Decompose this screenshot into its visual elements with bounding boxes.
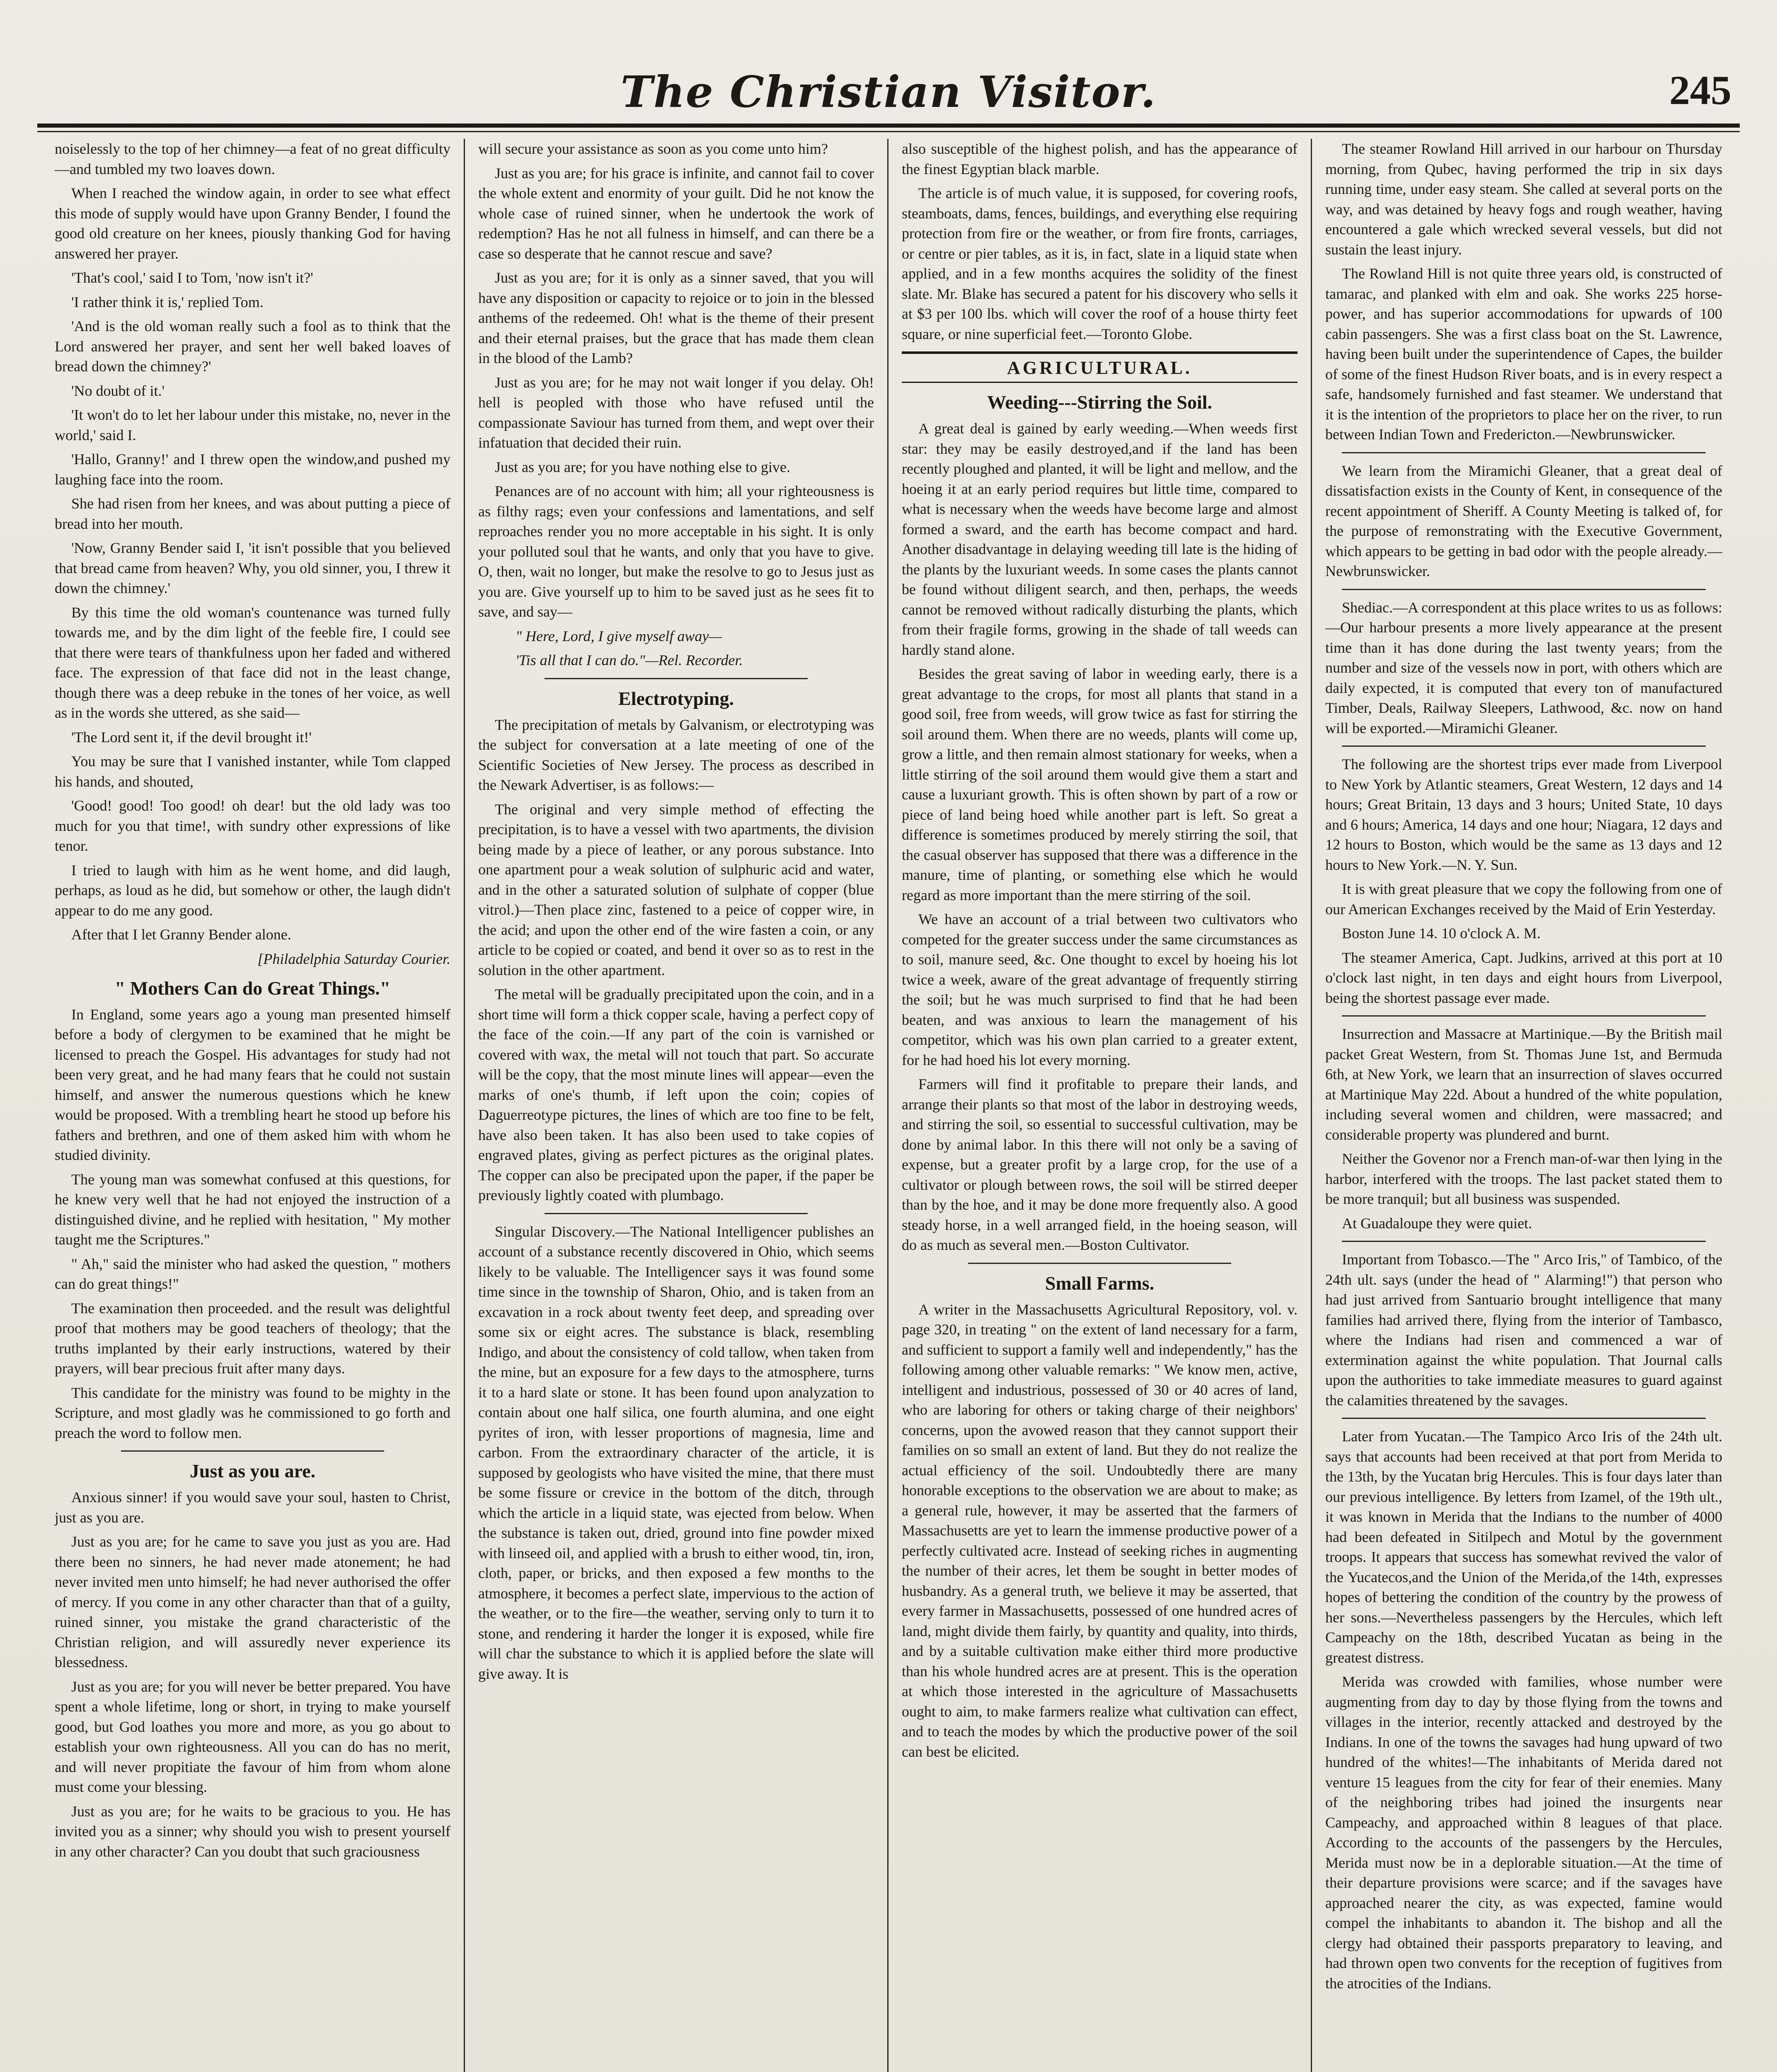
paragraph: " Ah," said the minister who had asked the question, " mothers can do great things!": [55, 1255, 450, 1292]
paragraph: 'Good! good! Too good! oh dear! but the old lady was too much for you that time!, with sundry other expressions of like tenor.: [55, 797, 450, 854]
paragraph: Neither the Govenor nor a French man-of-war then lying in the harbor, interfered with the troops. The last packet stated them to be more tranquil; but all business was suspended.: [1325, 1150, 1722, 1207]
divider: [1342, 589, 1706, 590]
paragraph: 'It won't do to let her labour under this mistake, no, never in the world,' said I.: [55, 407, 450, 443]
paragraph: Penances are of no account with him; all your righteousness is as filthy rags; even your confessions and lamentations, and self reproaches render you no more acceptable in his sight. It is only your polluted soul that he wants, and only that you have to give. O, then, wait no longer, but make the resolve to go to Jesus just as you are. Give yourself up to him to be saved just as he sees fit to save, and say—: [478, 483, 874, 620]
paragraph: 'The Lord sent it, if the devil brought it!': [71, 729, 312, 746]
paragraph: The precipitation of metals by Galvanism, or electrotyping was the subject for conversation at a late meeting of one of the Scientific Societies of New Jersey. The process as described in the Newark Advertiser, is as follows:—: [478, 716, 874, 793]
paragraph: Shediac.—A correspondent at this place writes to us as follows:—Our harbour presents a more lively appearance at the present time than it has done during the last twenty years; from the number and size of the vessels now in port, with others which are daily expected, it is computed that every ton of manufactured Timber, Deals, Railway Sleepers, Lathwood, &c. now on hand will be exported.—Miramichi Gleaner.: [1325, 599, 1722, 736]
paragraph: 'And is the old woman really such a fool as to think that the Lord answered her prayer, and sent her well baked loaves of bread down the chimney?': [55, 318, 450, 375]
paragraph: She had risen from her knees, and was about putting a piece of bread into her mouth.: [55, 495, 450, 532]
page-number: 245: [1669, 67, 1731, 113]
paragraph: Farmers will find it profitable to prepare their lands, and arrange their plants so that most of the labor in destroying weeds, and stirring the soil, so essential to successful cultivation, may be done by animal labor. In this there will not only be a saving of expense, but a greater profit by a large crop, for the use of a cultivator or plough between rows, the soil will be stirred deeper than by the hoe, and it may be done more frequently also. A good steady horse, in a well arranged field, in the hoeing season, will do as much as several men.—Boston Cultivator.: [902, 1076, 1298, 1253]
paragraph: I tried to laugh with him as he went home, and did laugh, perhaps, as loud as he did, but somehow or other, the laugh didn't appear to do me any good.: [55, 862, 450, 919]
paragraph: In England, some years ago a young man presented himself before a body of clergymen to be examined that he might be licensed to preach the Gospel. His advantages for study had not been very great, and he had many fears that he could not sustain himself, and answer the numerous questions which he knew would be proposed. With a trembling heart he stood up before his fathers and brethren, and one of them asked him with whom he studied divinity.: [55, 1006, 450, 1163]
paragraph: Besides the great saving of labor in weeding early, there is a great advantage to the crops, for most all plants that stand in a good soil, free from weeds, will grow twice as fast for stirring the soil around them. When there are no weeds, plants will come up, grow a little, and then remain almost stationary for weeks, when a little stirring of the soil around them would give them a start and cause a luxuriant growth. This is often shown by part of a row or piece of land being hoed while another part is left. So great a difference is sometimes produced by merely stirring the soil, that the casual observer has supposed that there was a difference in the manure, time of planting, or something else which he would regard as more important than the mere stirring of the soil.: [902, 666, 1298, 903]
paragraph: This candidate for the ministry was found to be mighty in the Scripture, and most gladly was he commissioned to go forth and preach the word to follow men.: [55, 1384, 450, 1441]
divider: [1342, 1241, 1706, 1242]
divider: [968, 1263, 1231, 1264]
paragraph: also susceptible of the highest polish, and has the appearance of the finest Egyptian black marble.: [902, 140, 1298, 177]
paragraph: noiselessly to the top of her chimney—a feat of no great difficulty—and tumbled my two loaves down.: [55, 140, 450, 177]
paragraph: Just as you are; for he came to save you just as you are. Had there been no sinners, he had never made atonement; he had never invited men unto himself; he had never authorised the offer of mercy. If you come in any other character than that of a guilty, ruined sinner, you mistake the grand characteristic of the Christian religion, and will assuredly never experience its blessedness.: [55, 1533, 450, 1670]
paragraph: At Guadaloupe they were quiet.: [1342, 1215, 1532, 1232]
divider: [121, 1450, 384, 1452]
paragraph: The following are the shortest trips ever made from Liverpool to New York by Atlantic steamers, Great Western, 12 days and 14 hours; Great Britain, 13 days and 3 hours; United State, 10 days and 6 hours; America, 14 days and one hour; Niagara, 12 days and 12 hours to Boston, which would be the same as 13 days and 12 hours to New York.—N. Y. Sun.: [1325, 756, 1722, 873]
divider: [1342, 452, 1706, 453]
divider: [545, 1213, 808, 1214]
paragraph: Important from Tobasco.—The " Arco Iris," of Tambico, of the 24th ult. says (under the head of " Alarming!") that person who had just arrived from Santuario brought intelligence that many families had arrived there, flying from the interior of Tambasco, where the Indians had risen and commenced a war of extermination against the white population. That Journal calls upon the authorities to take immediate measures to guard against the calamities threatened by the savages.: [1325, 1251, 1722, 1409]
masthead-thick-rule: [37, 123, 1740, 128]
paragraph: 'No doubt of it.': [71, 382, 165, 399]
paragraph: Just as you are; for you have nothing else to give.: [495, 458, 790, 475]
column-2: [465, 139, 888, 2072]
verse-line: " Here, Lord, I give myself away—: [516, 627, 722, 644]
paragraph: The article is of much value, it is supposed, for covering roofs, steamboats, dams, fences, buildings, and everything else requiring protection from fire or the weather, or from fire fronts, carriages, or centre or pier tables, as it is, in fact, slate in a liquid state when applied, and in a few months acquires the solidity of the finest slate. Mr. Blake has secured a patent for his discovery who sells it at $3 per 100 lbs. which will cover the roof of a house thirty feet square, or nine superficial feet.—Toronto Globe.: [902, 185, 1298, 342]
masthead: [37, 58, 1740, 120]
verse-line: 'Tis all that I can do."—Rel. Recorder.: [516, 652, 743, 668]
paragraph: 'Hallo, Granny!' and I threw open the window,and pushed my laughing face into the room.: [55, 451, 450, 488]
divider: [545, 678, 808, 679]
paragraph: Merida was crowded with families, whose number were augmenting from day to day by those flying from the towns and villages in the interior, recently attacked and destroyed by the Indians. In one of the towns the savages had hung upward of two hundred of the whites!—The inhabitants of Merida dared not venture 15 leagues from the city for fear of their enemies. Many of the neighboring tribes had joined the insurgents near Campeachy, and approached within 8 leagues of that place. According to the accounts of the passengers by the Hercules, Merida must now be in a deplorable situation.—At the time of their departure provisions were scarce; and if the savages have approached nearer the city, as was expected, famine would compel the inhabitants to abandon it. The bishop and all the clergy had obtained their passports preparatory to leaving, and had thrown open two convents for the reception of fugitives from the atrocities of the Indians.: [1325, 1673, 1722, 1992]
article-columns: [41, 139, 1736, 2072]
paragraph: will secure your assistance as soon as you come unto him?: [478, 140, 828, 157]
paragraph: Just as you are; for he waits to be gracious to you. He has invited you as a sinner; why should you wish to present yourself in any other character? Can you doubt that such graciousness: [55, 1803, 450, 1860]
paragraph: Just as you are; for it is only as a sinner saved, that you will have any disposition or capacity to rejoice or to join in the blessed anthems of the redeemed. Oh! what is the theme of their present and their eternal praises, but the grace that has made them clean in the blood of the Lamb?: [478, 269, 874, 366]
paragraph: You may be sure that I vanished instanter, while Tom clapped his hands, and shouted,: [55, 753, 450, 790]
article-heading: Electrotyping.: [618, 687, 734, 709]
paragraph: 'That's cool,' said I to Tom, 'now isn't it?': [71, 269, 313, 286]
paragraph: Just as you are; for he may not wait longer if you delay. Oh! hell is peopled with those who have refused until the compassionate Saviour has turned from them, and wept over their infatuation that decided their ruin.: [478, 374, 874, 451]
paragraph: The Rowland Hill is not quite three years old, is constructed of tamarac, and planked with elm and oak. She works 225 horse-power, and has superior accommodations for upwards of 100 cabin passengers. She was a first class boat on the St. Lawrence, having been built under the superintendence of Capes, the builder of some of the finest Hudson River boats, and is in every respect a safe, handsomely furnished and fast steamer. We understand that it is the intention of the proprietors to place her on the river, to run between Indian Town and Fredericton.—Newbrunswicker.: [1325, 265, 1722, 443]
source-credit: [Philadelphia Saturday Courier.: [257, 950, 450, 967]
divider: [1342, 1418, 1706, 1419]
masthead-thin-rule: [37, 131, 1740, 132]
paragraph: It is with great pleasure that we copy the following from one of our American Exchanges received by the Maid of Erin Yesterday.: [1325, 881, 1722, 917]
paragraph: The original and very simple method of effecting the precipitation, is to have a vessel with two apartments, the division being made by a piece of leather, or any porous substance. Into one apartment pour a weak solution of sulphuric acid and water, and in the other a saturated solution of sulphate of copper (blue vitrol.)—Then place zinc, fastened to a peice of copper wire, in the acid; and upon the other end of the wire fasten a coin, or any article to be copied or coated, and bend it over so as to rest in the solution in the other apartment.: [478, 801, 874, 978]
paragraph: By this time the old woman's countenance was turned fully towards me, and by the dim light of the feeble fire, I could see that there were tears of thankfulness upon her faded and withered face. The expression of that face did not in the least change, though there was a deep rebuke in the tones of her voice, as well as in the words she uttered, as she said—: [55, 604, 450, 721]
dateline: Boston June 14. 10 o'clock A. M.: [1342, 925, 1541, 942]
paragraph: The young man was somewhat confused at this questions, for he knew very well that he had not enjoyed the instruction of a distinguished divine, and he replied with hesitation, " My mother taught me the Scriptures.": [55, 1171, 450, 1248]
paragraph: The examination then proceeded. and the result was delightful proof that mothers may be good teachers of theology; that the truths implanted by their early instructions, watered by their prayers, will bear precious fruit after many days.: [55, 1300, 450, 1377]
article-heading: Weeding---Stirring the Soil.: [987, 392, 1213, 413]
paragraph: The steamer America, Capt. Judkins, arrived at this port at 10 o'clock last night, in ten days and eight hours from Liverpool, being the shortest passage ever made.: [1325, 949, 1722, 1006]
paragraph: We learn from the Miramichi Gleaner, that a great deal of dissatisfaction exists in the County of Kent, in consequence of the recent appointment of Sheriff. A County Meeting is talked of, for the purpose of remonstrating with the Executive Government, which appears to be getting in bad odor with the people already.—Newbrunswicker.: [1325, 462, 1722, 579]
paragraph: Later from Yucatan.—The Tampico Arco Iris of the 24th ult. says that accounts had been received at that port from Merida to the 13th, by the Yucatan brig Hercules. This is four days later than our previous intelligence. By letters from Izamel, of the 19th ult., it was known in Merida that the Indians to the number of 4000 had been defeated in Sitilpech and Motul by the government troops. It appears that success has somewhat revived the valor of the Yucatecos,and the Union of the Merida,of the 14th, expresses hopes of bettering the condition of the country by the prowess of her sons.—Nevertheless passengers by the Hercules, which left Campeachy on the 18th, described Yucatan as being in the greatest distress.: [1325, 1428, 1722, 1666]
paragraph: Insurrection and Massacre at Martinique.—By the British mail packet Great Western, from St. Thomas June 1st, and Bermuda 6th, at New York, we learn that an insurrection of slaves occurred at Martinique May 22d. About a hundred of the white population, including several women and children, were massacred; and considerable property was plundered and burnt.: [1325, 1026, 1722, 1143]
paragraph: When I reached the window again, in order to see what effect this mode of supply would have upon Granny Bender, I found the good old creature on her knees, piously thanking God for having answered her prayer.: [55, 185, 450, 262]
paragraph: Anxious sinner! if you would save your soul, hasten to Christ, just as you are.: [55, 1489, 450, 1526]
paragraph: The steamer Rowland Hill arrived in our harbour on Thursday morning, from Qubec, having performed the trip in six days running time, under easy steam. She called at several ports on the way, and was detained by heavy fogs and rough weather, having encountered a gale which wrecked several vessels, but did not sustain the least injury.: [1325, 140, 1722, 258]
article-heading: Just as you are.: [189, 1460, 316, 1481]
paragraph: We have an account of a trial between two cultivators who competed for the greater success under the same circumstances as to soil, manure seed, &c. One thought to excel by hoeing his lot twice a week, aware of the great advantage of frequently stirring the soil; but he was much surprised to find that he had been beaten, and was anxious to learn the management of his competitor, which was his own plan carried to a greater extent, for he had hoed his lot every morning.: [902, 911, 1298, 1068]
article-heading: Small Farms.: [1045, 1272, 1155, 1294]
paragraph: Just as you are; for you will never be better prepared. You have spent a whole lifetime, long or short, in trying to make yourself good, but God loathes you more and more, as you go about to establish your own righteousness. All you can do has no merit, and will never propitiate the favour of him from whom alone must come your blessing.: [55, 1678, 450, 1795]
divider: [1342, 1015, 1706, 1017]
paragraph: A great deal is gained by early weeding.—When weeds first star: they may be easily destroyed,and if the land has been recently ploughed and planted, it will be light and mellow, and the hoeing it at an early period requires but little time, compared to what is necessary when the weeds have become large and almost formed a sward, and the earth has become compact and hard. Another disadvantage in delaying weeding till late is the hiding of the plants by the luxuriant weeds. In some cases the plants cannot be found without diligent search, and then, perhaps, the weeds cannot be removed without radically disturbing the plants, which from their fragile forms, growing in the shade of tall weeds can hardly stand alone.: [902, 420, 1298, 658]
column-1: [41, 139, 465, 2072]
paragraph: Singular Discovery.—The National Intelligencer publishes an account of a substance recently discovered in Ohio, which seems likely to be valuable. The Intelligencer says it was found some time since in the township of Sharon, Ohio, and is taken from an excavation in a rock about twenty feet deep, and spreading over some six or eight acres. The substance is black, resembling Indigo, and about the consistency of cold tallow, when taken from the mine, but an exposure for a few days to the atmosphere, turns it to a hard slate or stone. It has been found upon analyzation to contain about one half silica, one fourth alumina, and one eight pyrites of iron, with lesser proportions of magnesia, lime and carbon. From the extraordinary character of the article, it is supposed by geologists who have visited the mine, that there must be some fissure or crevice in the bottom of the ditch, through which the article in a liquid state, was ejected from below. When the substance is taken out, dried, ground into fine powder mixed with linseed oil, and applied with a brush to either wood, tin, iron, cloth, paper, or bricks, and then exposed a few months to the atmosphere, it becomes a perfect slate, impervious to the action of the weather, or to the fire—the weather, serving only to turn it to stone, and rendering it harder the longer it is exposed, while fire will char the substance to which it is applied before the slate will give away. It is: [478, 1223, 874, 1682]
divider: [1342, 746, 1706, 747]
section-heading: AGRICULTURAL.: [902, 351, 1298, 383]
paragraph: Just as you are; for his grace is infinite, and cannot fail to cover the whole extent and enormity of your guilt. Did he not know the whole case of ruined sinner, when he undertook the work of redemption? Has he not all fulness in himself, and can there be a case so desperate that he cannot rescue and save?: [478, 165, 874, 262]
paragraph: The metal will be gradually precipitated upon the coin, and in a short time will form a thick copper scale, having a perfect copy of the face of the coin.—If any part of the coin is varnished or covered with wax, the metal will not touch that part. So accurate will be the copy, that the most minute lines will appear—even the marks of one's thumb, if left upon the coin; copies of Daguerreotype pictures, the lines of which are too fine to be felt, have also been taken. It has also been used to take copies of engraved plates, giving as perfect pictures as the original plates. The copper can also be precipated upon the paper, if the paper be previously lightly coated with plumbago.: [478, 986, 874, 1203]
paragraph: 'Now, Granny Bender said I, 'it isn't possible that you believed that bread came from heaven? Why, you old sinner, you, I threw it down the chimney.': [55, 540, 450, 596]
paragraph: 'I rather think it is,' replied Tom.: [71, 293, 264, 310]
paragraph: After that I let Granny Bender alone.: [71, 926, 291, 943]
paragraph: A writer in the Massachusetts Agricultural Repository, vol. v. page 320, in treating " on the extent of land necessary for a farm, and sufficient to support a family well and independently," has the following among other valuable remarks: " We know men, active, intelligent and industrious, possessed of 30 or 40 acres of land, who are laboring for others or taking charge of their neighbors' concerns, upon the avowed reason that they cannot support their families on so small an extent of land. But they do not realize the actual efficiency of the soil. Undoubtedly there are many honorable exceptions to the observation we are about to make; as a general rule, however, it may be asserted that the farmers of Massachusetts are yet to learn the immense productive power of a perfectly cultivated acre. Instead of seeking riches in augmenting the number of their acres, let them be sought in better modes of husbandry. As a general truth, we believe it may be asserted, that every farmer in Massachusetts, possessed of one hundred acres of land, might divide them fairly, by quantity and quality, into thirds, and by a suitable cultivation make either third more productive than his whole hundred acres are at present. This is the operation at which those interested in the agriculture of Massachusetts ought to aim, to make farmers realize what cultivation can effect, and to teach the modes by which the productive power of the soil can best be elicited.: [902, 1301, 1298, 1760]
article-heading: " Mothers Can do Great Things.": [114, 977, 391, 999]
column-3: [888, 139, 1312, 2072]
newspaper-title: The Christian Visitor.: [620, 66, 1157, 117]
column-4: [1312, 139, 1736, 2072]
